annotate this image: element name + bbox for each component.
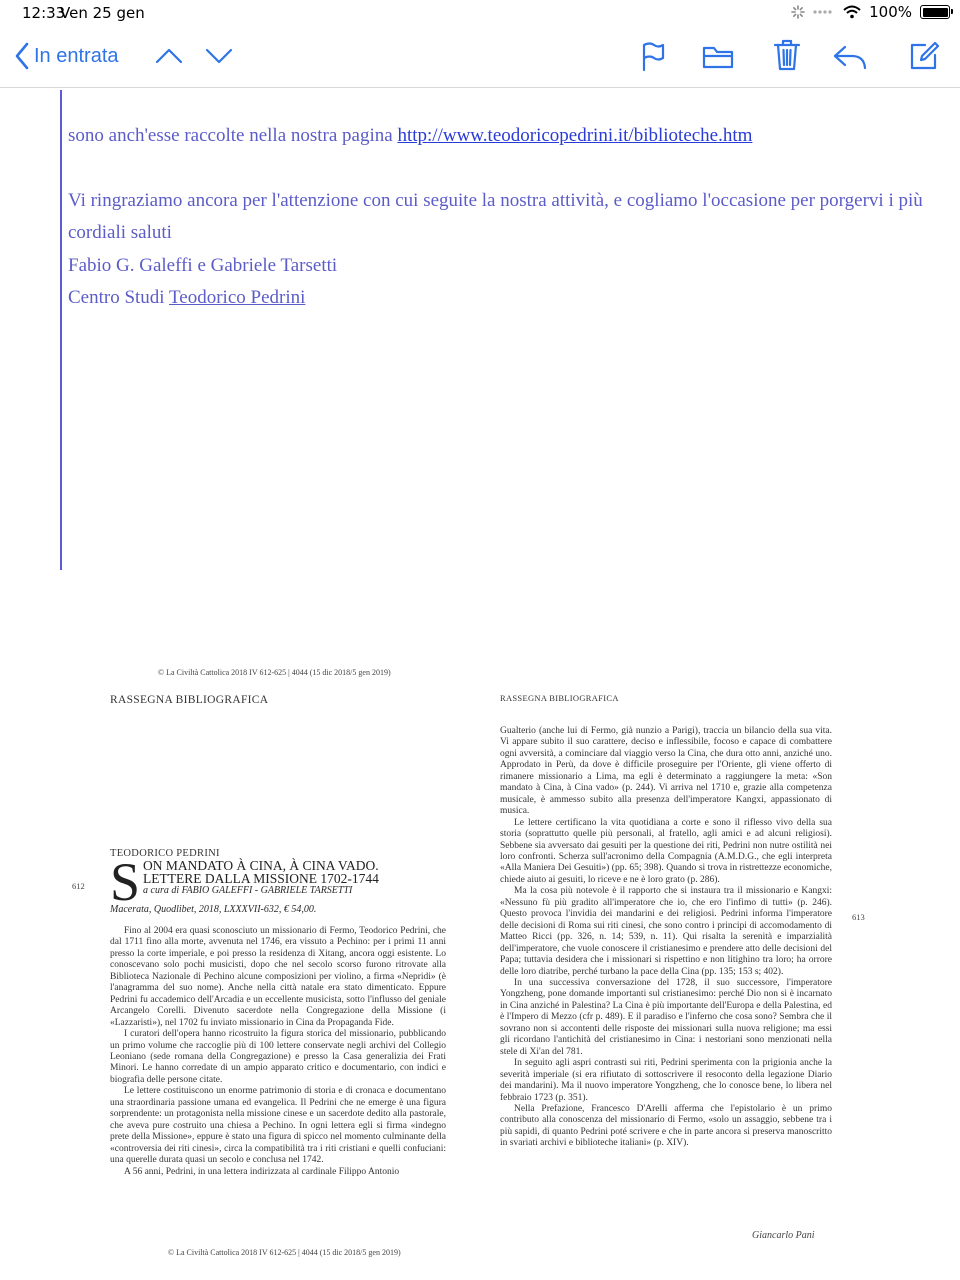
right-paragraph: In seguito agli aspri contrasti sui riti, Pedrini sperimenta con la prigionia anche la severità imperiale (si era rifiutato di sottoscrivere il resoconto della legazione Diario dei mandarini). Ma il nuovo imperatore Yongzheng, che lo conosce bene, lo libera nel febbraio 1723 (p. 351). (500, 1058, 832, 1103)
review-column-right (500, 726, 832, 1150)
next-message-button[interactable] (204, 46, 234, 66)
signature-org-prefix: Centro Studi (68, 287, 169, 308)
book-title-line-1: ON MANDATO À CINA, À CINA VADO. (143, 858, 379, 873)
status-right (791, 3, 950, 21)
battery-percent: 100% (869, 3, 912, 21)
activity-spinner-icon (791, 5, 805, 19)
title-dropcap: S (110, 852, 141, 912)
right-paragraph: In una successiva conversazione del 1728, il suo successore, l'imperatore Yongzheng, pone domande importanti sul cristianesimo: perché Dio non si è incarnato in Cina anziché in Palestina? La Cina è più importante dell'Europa e della Palestina, ed è l'Impero di Mezzo (cfr p. 489). E il paradiso e l'inferno che cosa sono? Sembra che il sovrano non si accontenti delle risposte dei missionari sulla nuova religione; ma essi gli ricordano l'antichità del cristianesimo in Cina: i nestoriani sono menzionati nella stele di Xi'an del 781. (500, 977, 832, 1057)
trash-icon (772, 38, 802, 72)
left-paragraph: Fino al 2004 era quasi sconosciuto un missionario di Fermo, Teodorico Pedrini, che dal 1711 fino alla morte, avvenuta nel 1746, era vissuto a Pechino: per i primi 11 anni presso la corte imperiale, e poi presso la residenza di Xitang, ancora oggi esistente. Lo conoscevano solo pochi musicisti, dopo che nel secolo scorso furono ritrovate alla Biblioteca Nazionale di Pechino alcune composizioni per violino, a firma «Nepridi» (è l'anagramma del suo nome). Anche nella città natale era stato dimenticato. Eppure Pedrini fu accademico dell'Arcadia e un eccellente musicista, sotto l'influsso del geniale Arcangelo Corelli. Divenuto sacerdote nella Congregazione della Missione (i «Lazzaristi»), nel 1702 fu inviato missionario in Cina da Propaganda Fide. (110, 926, 446, 1028)
rubric-left: RASSEGNA BIBLIOGRAFICA (110, 694, 269, 706)
right-paragraph: Nella Prefazione, Francesco D'Arelli afferma che l'epistolario è un primo contributo alla conoscenza del missionario di Fermo, «solo un assaggio, sebbene tra i più sapidi, di quanto Pedrini poté scrivere e che in parte ancora si preserva manoscritto in svariati archivi e biblioteche italiani» (p. XIV). (500, 1103, 832, 1149)
copyright-top: © La Civiltà Cattolica 2018 IV 612-625 | 4044 (15 dic 2018/5 gen 2019) (158, 668, 391, 677)
reply-button[interactable] (832, 44, 868, 70)
scanned-attachment-image[interactable] (0, 660, 960, 1265)
left-paragraph: A 56 anni, Pedrini, in una lettera indirizzata al cardinale Filippo Antonio (124, 1166, 400, 1177)
back-label: In entrata (34, 44, 119, 67)
right-paragraph: Gualterio (anche lui di Fermo, già nunzio a Parigi), traccia un bilancio della sua vita. Vi appare subito il suo carattere, deciso e inflessibile, focoso e capace di combattere ogni avversità, a cominciare dal viaggio verso la Cina, che dura otto anni, anziché uno. Approdato in Perù, da dove è difficile proseguire per l'Oriente, gli viene offerto di rimanere missionario a Lima, ma egli è determinato a raggiungere la meta: «Son mandato à Cina, à Cina vado» (p. 244). Vi arriva nel 1710 e, grazie alla competenza musicale, è ammesso subito alla presenza dell'imperatore Kangxi, appassionato di musica. (500, 726, 832, 817)
book-title-line-2: LETTERE DALLA MISSIONE 1702-1744 (143, 871, 379, 886)
left-paragraph: I curatori dell'opera hanno ricostruito la figura storica del missionario, pubblicando un primo volume che raccoglie più di 100 lettere conservate negli archivi del Collegio Leoniano (sede romana della Congregazione) e presso la Casa generalizia dei Frati Minori. Le hanno corredate di un ampio apparato critico e documentario, con indici e biografia delle persone citate. (110, 1029, 446, 1085)
left-paragraph: Le lettere costituiscono un enorme patrimonio di storia e di cronaca e documentano una straordinaria passione umana ed evangelica. Il Pedrini che ne emerge è una figura sorprendente: un protagonista nella missione cinese e un sacerdote dedito alla pastorale, che aveva pure costruito una chiesa a Pechino. In ogni lettera egli si firma «indegno prete della Missione», eppure è stato una figura di spicco nel momento culminante della «controversia dei riti cinesi», circa la compatibilità tra i riti cristiani e quelli confuciani: una querelle durata quasi un secolo e conclusa nel 1742. (110, 1086, 446, 1166)
flag-button[interactable] (640, 42, 666, 72)
book-edition: Macerata, Quodlibet, 2018, LXXXVII-632, € 54,00. (110, 904, 317, 915)
delete-button[interactable] (772, 38, 802, 72)
move-to-folder-button[interactable] (702, 44, 734, 70)
back-to-inbox-button[interactable] (14, 42, 119, 70)
mail-toolbar (0, 28, 960, 88)
wifi-icon (843, 5, 861, 19)
signature-org-link[interactable]: Teodorico Pedrini (169, 287, 306, 308)
signature-org (68, 282, 948, 315)
flag-icon (640, 42, 666, 72)
right-paragraph: Ma la cosa più notevole è il rapporto che si instaura tra il missionario e Kangxi: «Nessuno fù più gradito all'imperatore che io, che ero l'infimo di tutti» (p. 246). Questo provoca l'invidia dei mandarini e dei religiosi. Pedrini informa l'imperatore delle decisioni di Roma sui riti cinesi, che sono contro i principi di accomodamento di Matteo Ricci (pp. 326, n. 14; 539, n. 11). Qui risalta la serenità e imparzialità dell'imperatore, che vuole conoscere il cristianesimo e prendere atto delle decisioni del Papa; tuttavia desidera che i missionari si rispettino e non litighino tra loro; ha orrore delle loro diatribe, perché turbano la pace della Cina (pp. 135; 153 s; 402). (500, 886, 832, 977)
compose-button[interactable] (908, 40, 940, 72)
message-body (68, 120, 948, 315)
page-number-right: 613 (852, 912, 865, 922)
message-line-1-text: sono anch'esse raccolte nella nostra pagina (68, 125, 398, 146)
previous-message-button[interactable] (154, 46, 184, 66)
copyright-bottom: © La Civiltà Cattolica 2018 IV 612-625 | 4044 (15 dic 2018/5 gen 2019) (168, 1248, 401, 1257)
chevron-left-icon (14, 42, 30, 70)
battery-icon (920, 5, 950, 19)
reply-icon (832, 44, 868, 70)
right-paragraph: Le lettere certificano la vita quotidiana a corte e sono il riflesso vivo della sua storia (soprattutto quelle più personali, al fratello, agli amici e ad alcuni religiosi). Sebbene sia avversato dai gesuiti per la questione dei riti, Pedrini non nutre ostilità nei loro confronti. Scherza sull'acronimo della Compagnia (A.M.D.G., che egli interpreta «Alla Maniera Dei Gesuiti») (pp. 65; 398). Quando si trova in ristrettezze economiche, chiede aiuto ai gesuiti, lo riceve e ne è loro grato (p. 286). (500, 817, 832, 885)
signal-dots-icon (813, 9, 835, 15)
reviewer-signature: Giancarlo Pani (752, 1230, 815, 1241)
biblioteche-link[interactable]: http://www.teodoricopedrini.it/biblioteche.htm (397, 125, 753, 146)
signature-names: Fabio G. Galeffi e Gabriele Tarsetti (68, 254, 338, 276)
status-date: Ven 25 gen (60, 4, 145, 22)
book-curators: a cura di FABIO GALEFFI - GABRIELE TARSETTI (143, 885, 353, 896)
page-number-left: 612 (72, 881, 85, 891)
status-bar (0, 0, 960, 26)
compose-icon (908, 40, 940, 72)
quote-bar (60, 90, 62, 570)
battery-fill (923, 8, 948, 17)
folder-icon (702, 44, 734, 70)
rubric-right: RASSEGNA BIBLIOGRAFICA (500, 693, 619, 703)
book-heading (110, 848, 450, 915)
status-time: 12:33 (22, 4, 66, 22)
message-line-1 (68, 120, 948, 153)
message-paragraph-2: Vi ringraziamo ancora per l'attenzione con cui seguite la nostra attività, e cogliamo l'occasione per porgervi i più cordiali saluti (68, 189, 923, 243)
review-column-left (110, 926, 446, 1178)
chevron-down-icon (204, 46, 234, 66)
chevron-up-icon (154, 46, 184, 66)
spacer (68, 153, 948, 185)
book-author: TEODORICO PEDRINI (110, 848, 220, 859)
